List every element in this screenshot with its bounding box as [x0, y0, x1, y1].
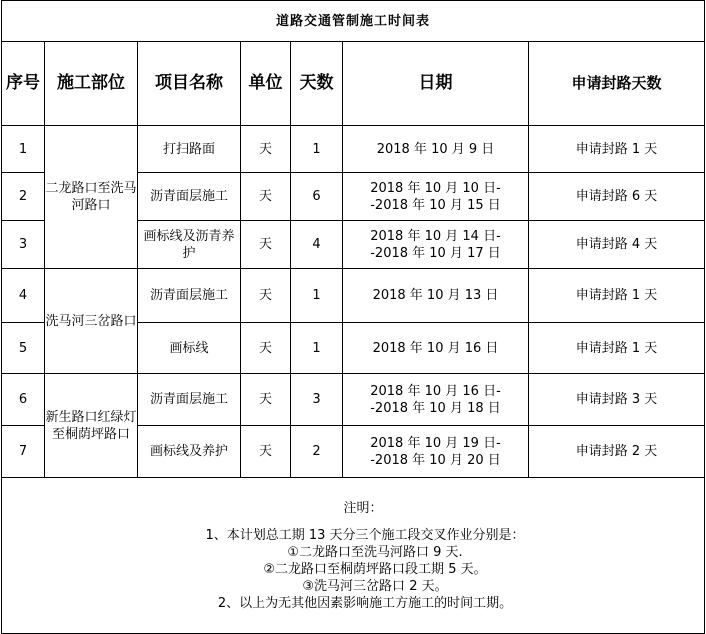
row-unit: 天 — [241, 221, 291, 269]
date-line: 2018 年 10 月 14 日- — [370, 228, 501, 244]
row-item: 画标线及养护 — [138, 426, 241, 478]
date-line: 2018 年 10 月 10 日- — [370, 180, 501, 196]
row-no: 3 — [2, 221, 45, 269]
row-unit: 天 — [241, 374, 291, 426]
row-item: 沥青面层施工 — [138, 173, 241, 221]
header-unit: 单位 — [241, 42, 291, 126]
row-date — [343, 374, 529, 426]
row-closure: 申请封路 3 天 — [529, 374, 705, 426]
page-title: 道路交通管制施工时间表 — [2, 1, 705, 42]
date-line: -2018 年 10 月 18 日 — [370, 400, 501, 416]
row-date — [343, 269, 529, 323]
row-date — [343, 323, 529, 374]
notes-sub-3: ③洗马河三岔路口 2 天。 — [302, 578, 448, 594]
row-item: 画标线 — [138, 323, 241, 374]
row-closure: 申请封路 4 天 — [529, 221, 705, 269]
header-no: 序号 — [2, 42, 45, 126]
date-line: 2018 年 10 月 16 日- — [370, 383, 501, 399]
row-days: 4 — [291, 221, 343, 269]
row-unit: 天 — [241, 426, 291, 478]
row-days: 1 — [291, 269, 343, 323]
row-unit: 天 — [241, 126, 291, 173]
row-days: 2 — [291, 426, 343, 478]
row-no: 7 — [2, 426, 45, 478]
row-days: 3 — [291, 374, 343, 426]
row-date — [343, 221, 529, 269]
notes-sub-2: ②二龙路口至桐荫坪路口段工期 5 天。 — [263, 561, 487, 577]
section-cell: 新生路口红绿灯至桐荫坪路口 — [45, 374, 138, 478]
row-days: 6 — [291, 173, 343, 221]
row-closure: 申请封路 2 天 — [529, 426, 705, 478]
row-no: 5 — [2, 323, 45, 374]
notes-line-1: 1、本计划总工期 13 天分三个施工段交叉作业分别是： — [205, 527, 525, 543]
row-closure: 申请封路 1 天 — [529, 323, 705, 374]
row-unit: 天 — [241, 173, 291, 221]
date-line: -2018 年 10 月 20 日 — [370, 452, 501, 468]
notes-line-2: 2、以上为无其他因素影响施工方施工的时间工期。 — [217, 595, 513, 611]
row-date — [343, 173, 529, 221]
row-date — [343, 426, 529, 478]
header-item: 项目名称 — [138, 42, 241, 126]
date-line: -2018 年 10 月 17 日 — [370, 245, 501, 261]
row-item: 打扫路面 — [138, 126, 241, 173]
row-date — [343, 126, 529, 173]
row-closure: 申请封路 1 天 — [529, 126, 705, 173]
header-days: 天数 — [291, 42, 343, 126]
header-closure: 申请封路天数 — [529, 42, 705, 126]
section-cell: 二龙路口至洗马河路口 — [45, 126, 138, 269]
row-unit: 天 — [241, 323, 291, 374]
table-row — [2, 126, 705, 173]
date-line: 2018 年 10 月 19 日- — [370, 435, 501, 451]
date-line: 2018 年 10 月 9 日 — [376, 141, 495, 157]
notes-label: 注明： — [343, 500, 383, 516]
notes-sub-1: ①二龙路口至洗马河路口 9 天. — [287, 544, 463, 560]
row-no: 2 — [2, 173, 45, 221]
row-unit: 天 — [241, 269, 291, 323]
row-no: 4 — [2, 269, 45, 323]
table-row — [2, 269, 705, 323]
row-item: 沥青面层施工 — [138, 269, 241, 323]
row-item: 画标线及沥青养护 — [138, 221, 241, 269]
schedule-table — [1, 0, 705, 634]
section-cell: 洗马河三岔路口 — [45, 269, 138, 374]
date-line: 2018 年 10 月 16 日 — [372, 340, 499, 356]
notes-section — [2, 478, 705, 634]
header-date: 日期 — [343, 42, 529, 126]
row-days: 1 — [291, 323, 343, 374]
row-item: 沥青面层施工 — [138, 374, 241, 426]
table-row — [2, 374, 705, 426]
row-no: 6 — [2, 374, 45, 426]
header-section: 施工部位 — [45, 42, 138, 126]
row-days: 1 — [291, 126, 343, 173]
date-line: -2018 年 10 月 15 日 — [370, 197, 501, 213]
date-line: 2018 年 10 月 13 日 — [372, 288, 499, 303]
row-closure: 申请封路 1 天 — [529, 269, 705, 323]
row-closure: 申请封路 6 天 — [529, 173, 705, 221]
header-row — [2, 42, 705, 126]
row-no: 1 — [2, 126, 45, 173]
